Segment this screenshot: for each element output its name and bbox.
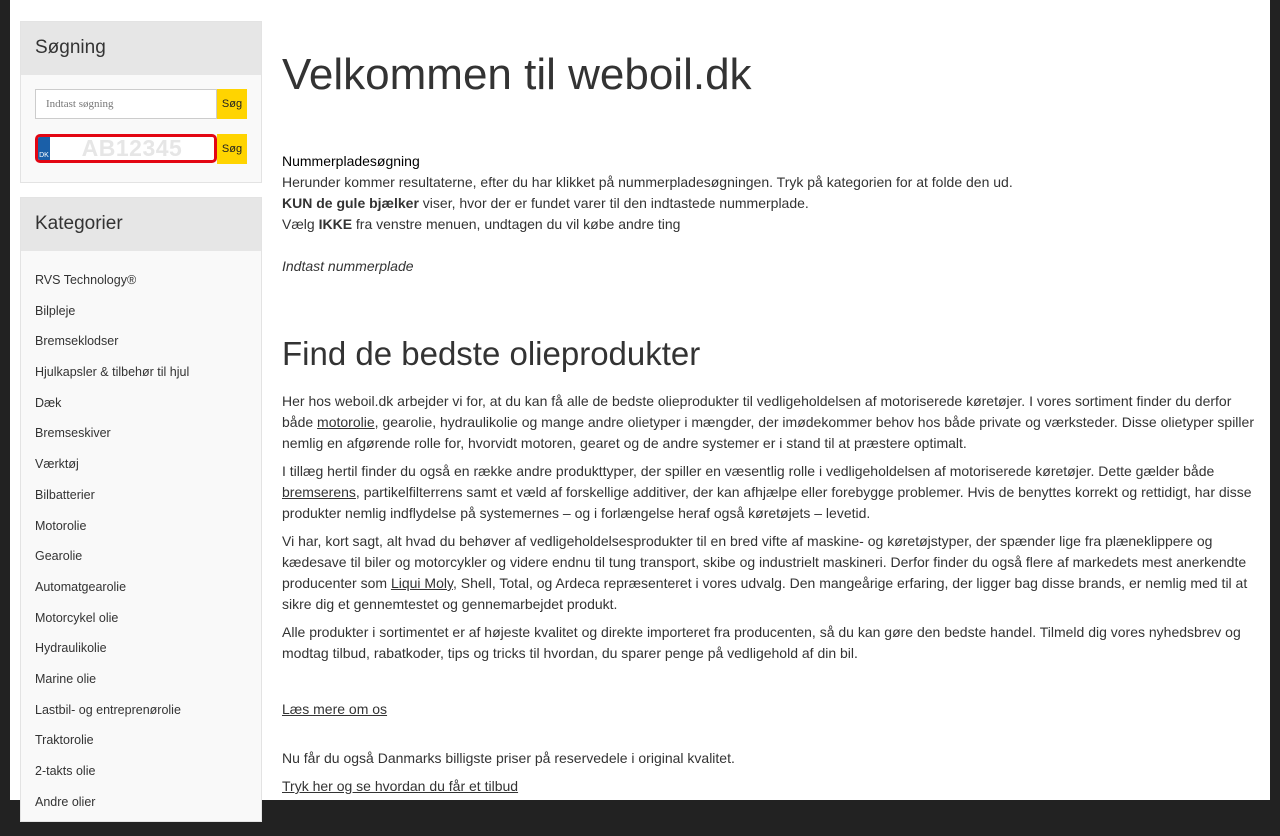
page-title: Velkommen til weboil.dk: [282, 50, 752, 99]
categories-panel: [20, 197, 262, 822]
category-item[interactable]: RVS Technology®: [35, 273, 137, 287]
category-item[interactable]: Bremseskiver: [35, 426, 111, 441]
category-item[interactable]: Automatgearolie: [35, 579, 127, 594]
plate-search-info: [282, 151, 1013, 277]
categories-panel-title: Kategorier: [21, 198, 261, 251]
category-item[interactable]: Motorolie: [35, 518, 87, 533]
category-item[interactable]: Andre olier: [35, 794, 96, 809]
plate-info-line2-rest: viser, hvor der er fundet varer til den indtastede nummerplade.: [418, 195, 809, 211]
paragraph-2-b: , partikelfilterrens samt et væld af forskellige additiver, der kan afhjælpe eller forebygge problemer. Hvis de benyttes korrekt og rettidigt, har disse produkter nemlig indflydelse på systemernes – og i forlængelse heraf også køretøjets – levetid.: [282, 484, 1252, 521]
plate-search-row: [35, 134, 247, 164]
plate-info-line2-bold: KUN de gule bjælker: [282, 195, 419, 211]
plate-info-line1: Herunder kommer resultaterne, efter du har klikket på nummerpladesøgningen. Tryk på kategorien for at folde den ud.: [282, 174, 1013, 190]
offer-link[interactable]: Tryk her og se hvordan du får et tilbud: [282, 778, 519, 794]
category-item[interactable]: Gearolie: [35, 549, 83, 564]
category-item[interactable]: Motorcykel olie: [35, 610, 119, 625]
search-panel: [20, 21, 262, 183]
paragraph-1: [282, 391, 1257, 454]
section-title: Find de bedste olieprodukter: [282, 335, 701, 372]
category-item[interactable]: Bilpleje: [35, 303, 76, 318]
paragraph-3-b: , Shell, Total, og Ardeca repræsenteret i vores udvalg. Den mangeårige erfaring, der ligger bag disse brands, er nemlig med til at sikre dig et gennemtestet og gennemarbejdet produkt.: [282, 575, 1248, 612]
motorolie-link[interactable]: motorolie: [317, 414, 375, 430]
search-button[interactable]: Søg: [217, 89, 247, 119]
paragraph-3-a: Vi har, kort sagt, alt hvad du behøver af vedligeholdelsesprodukter til en bred vifte af maskine- og køretøjstyper, der spænder lige fra plæneklippere og kædesave til biler og motorcykler og videre endnu til tung transport, skibe og industrielt maskineri. Derfor finder du også flere af markedets mest anerkendte producenter som: [282, 533, 1247, 591]
paragraph-3: [282, 531, 1257, 615]
plate-info-line3-bold: IKKE: [318, 216, 353, 232]
category-item[interactable]: Dæk: [35, 395, 62, 410]
page: [10, 0, 1270, 809]
category-item[interactable]: Bremseklodser: [35, 334, 119, 349]
category-list: [21, 251, 261, 821]
plate-info-line2: [282, 193, 1013, 214]
plate-search-button[interactable]: Søg: [217, 134, 247, 164]
search-row: [35, 89, 247, 119]
category-item[interactable]: Værktøj: [35, 457, 79, 472]
plate-info-line3-start: Vælg: [282, 216, 319, 232]
plate-prompt: Indtast nummerplade: [282, 258, 414, 274]
plate-placeholder: AB12345: [81, 135, 183, 161]
plate-info-line3-rest: fra venstre menuen, undtagen du vil købe andre ting: [352, 216, 681, 232]
plate-search-heading: Nummerpladesøgning: [282, 153, 420, 169]
about-link[interactable]: Læs mere om os: [282, 701, 388, 717]
intro-text: [282, 391, 1257, 671]
plate-country-code: DK: [39, 152, 49, 159]
category-item[interactable]: 2-takts olie: [35, 764, 96, 778]
plate-info-line3: [282, 214, 1013, 235]
category-item[interactable]: Marine olie: [35, 671, 97, 686]
paragraph-2: [282, 461, 1257, 524]
bremserens-link[interactable]: bremserens: [282, 484, 356, 500]
paragraph-1-b: , gearolie, hydraulikolie og mange andre olietyper i mængder, der imødekommer behov hos både private og værksteder. Disse olietyper spiller nemlig en afgørende rolle for, hvorvidt motoren, gearet og de andre systemer er i stand til at præstere optimalt.: [282, 414, 1254, 451]
footer-links: [282, 699, 735, 797]
paragraph-4: Alle produkter i sortimentet er af højeste kvalitet og direkte importeret fra producenten, så du kan gøre den bedste handel. Tilmeld dig vores nyhedsbrev og modtag tilbud, rabatkoder, tips og tricks til hvordan, du sparer penge på vedligehold af din bil.: [282, 624, 1241, 661]
category-item[interactable]: Bilbatterier: [35, 487, 95, 502]
category-item[interactable]: Traktorolie: [35, 733, 94, 748]
sidebar: [20, 21, 262, 836]
license-plate-input[interactable]: [35, 134, 217, 163]
category-item[interactable]: Lastbil- og entreprenørolie: [35, 702, 181, 717]
paragraph-1-a: Her hos weboil.dk arbejder vi for, at du kan få alle de bedste olieprodukter til vedligeholdelsen af motoriserede køretøjer. I vores sortiment finder du derfor både: [282, 393, 1232, 430]
eu-flag-icon: [38, 137, 50, 160]
paragraph-2-a: I tillæg hertil finder du også en række andre produkttyper, der spiller en væsentlig rolle i vedligeholdelsen af motoriserede køretøjer. Dette gælder både: [282, 463, 1215, 479]
category-item[interactable]: Hjulkapsler & tilbehør til hjul: [35, 365, 190, 380]
search-input[interactable]: [35, 89, 217, 119]
liqui-moly-link[interactable]: Liqui Moly: [390, 575, 453, 591]
prices-text: Nu får du også Danmarks billigste priser på reservedele i original kvalitet.: [282, 750, 735, 766]
search-panel-title: Søgning: [21, 22, 261, 75]
category-item[interactable]: Hydraulikolie: [35, 641, 107, 656]
